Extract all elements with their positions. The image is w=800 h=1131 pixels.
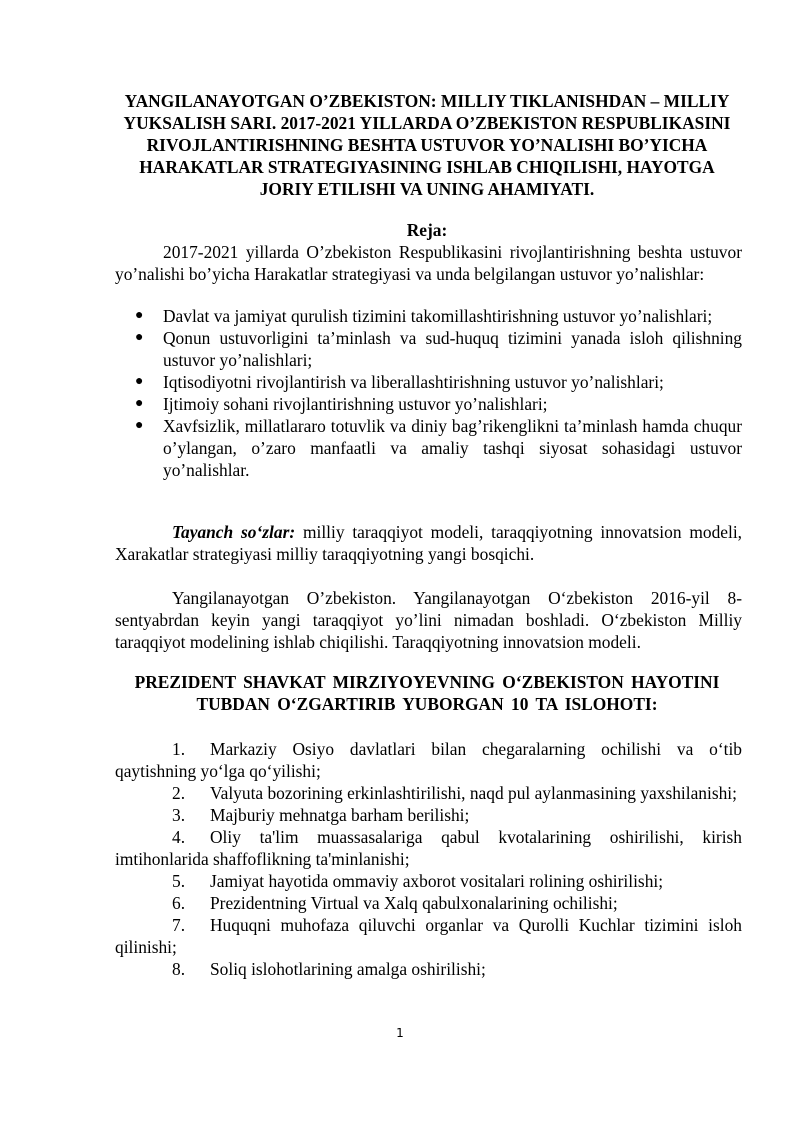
reform-number: 5. [172,871,186,891]
reforms-list [115,738,742,980]
reform-item [115,782,742,804]
plan-bullet-list [115,305,742,481]
reform-item [115,914,742,958]
reform-text: Prezidentning Virtual va Xalq qabulxonalarining ochilishi; [210,893,618,913]
bullet-icon: ● [135,418,144,433]
bullet-icon: ● [135,396,144,411]
reform-text: Majburiy mehnatga barham berilishi; [210,805,470,825]
page-number: 1 [396,1026,404,1040]
document-title: YANGILANAYOTGAN O’ZBEKISTON: MILLIY TIKLANISHDAN – MILLIY YUKSALISH SARI. 2017-2021 YILLARDA O’ZBEKISTON RESPUBLIKASINI RIVOJLANTIRISHNING BESHTA USTUVOR YO’NALISHI BO’YICHA HARAKATLAR STRATEGIYASINING ISHLAB CHIQILISHI, HAYOTGA JORIY ETILISHI VA UNING AHAMIYATI. [123,91,731,199]
plan-heading: Reja: [406,220,448,240]
plan-bullet-item [115,327,742,371]
reform-item [115,738,742,782]
body-paragraph: Yangilanayotgan O’zbekiston. Yangilanayotgan O‘zbekiston 2016-yil 8-sentyabrdan keyin yangi taraqqiyot yo’lini nimadan boshladi. O‘zbekiston Milliy taraqqiyot modelining ishlab chiqilishi. Taraqqiyotning innovatsion modeli. [115,588,742,652]
reform-number: 6. [172,893,186,913]
reform-text: Valyuta bozorining erkinlashtirilishi, naqd pul aylanmasining yaxshilanishi; [210,783,737,803]
reform-number: 4. [172,827,186,847]
reform-item [115,804,742,826]
reform-number: 8. [172,959,186,979]
keywords-text: milliy taraqqiyot modeli, taraqqiyotning innovatsion modeli, Xarakatlar strategiyasi milliy taraqqiyotning yangi bosqichi. [115,522,743,564]
reform-item [115,958,742,980]
reform-text: Jamiyat hayotida ommaviy axborot vositalari rolining oshirilishi; [210,871,664,891]
plan-bullet-text: Ijtimoiy sohani rivojlantirishning ustuvor yo’nalishlari; [163,394,548,414]
keywords-paragraph [115,521,742,565]
reform-item [115,892,742,914]
keywords-label: Tayanch so‘zlar: [172,522,296,542]
reform-text: Soliq islohotlarining amalga oshirilishi; [210,959,486,979]
reform-number: 7. [172,915,186,935]
reform-number: 3. [172,805,186,825]
reform-text: Oliy ta'lim muassasalariga qabul kvotalarining oshirilishi, kirish imtihonlarida shaffoflikning ta'minlanishi; [115,827,742,869]
plan-bullet-item [115,371,742,393]
bullet-icon: ● [135,330,144,345]
reforms-heading: PREZIDENT SHAVKAT MIRZIYOYEVNING O‘ZBEKISTON HAYOTINI TUBDAN O‘ZGARTIRIB YUBORGAN 10 TA ISLOHOTI: [134,672,720,714]
plan-intro: 2017-2021 yillarda O’zbekiston Respublikasini rivojlantirishning beshta ustuvor yo’nalishi bo’yicha Harakatlar strategiyasi va unda belgilangan ustuvor yo’nalishlar: [115,242,742,284]
reform-item [115,826,742,870]
plan-bullet-item [115,415,742,481]
plan-bullet-text: Iqtisodiyotni rivojlantirish va liberallashtirishning ustuvor yo’nalishlari; [163,372,664,392]
reform-text: Huquqni muhofaza qiluvchi organlar va Qurolli Kuchlar tizimini isloh qilinishi; [115,915,742,957]
reform-item [115,870,742,892]
plan-bullet-text: Xavfsizlik, millatlararo totuvlik va diniy bag’rikenglikni ta’minlash hamda chuqur o’ylangan, o’zaro manfaatli va amaliy tashqi siyosat sohasidagi ustuvor yo’nalishlar. [163,416,742,480]
plan-bullet-item [115,305,742,327]
plan-bullet-text: Davlat va jamiyat qurulish tizimini takomillashtirishning ustuvor yo’nalishlari; [163,306,713,326]
reform-text: Markaziy Osiyo davlatlari bilan chegaralarning ochilishi va o‘tib qaytishning yo‘lga qo‘yilishi; [115,739,742,781]
bullet-icon: ● [135,308,144,323]
plan-bullet-text: Qonun ustuvorligini ta’minlash va sud-huquq tizimini yanada isloh qilishning ustuvor yo’nalishlari; [163,328,742,370]
reform-number: 2. [172,783,186,803]
bullet-icon: ● [135,374,144,389]
plan-bullet-item [115,393,742,415]
reform-number: 1. [172,739,186,759]
